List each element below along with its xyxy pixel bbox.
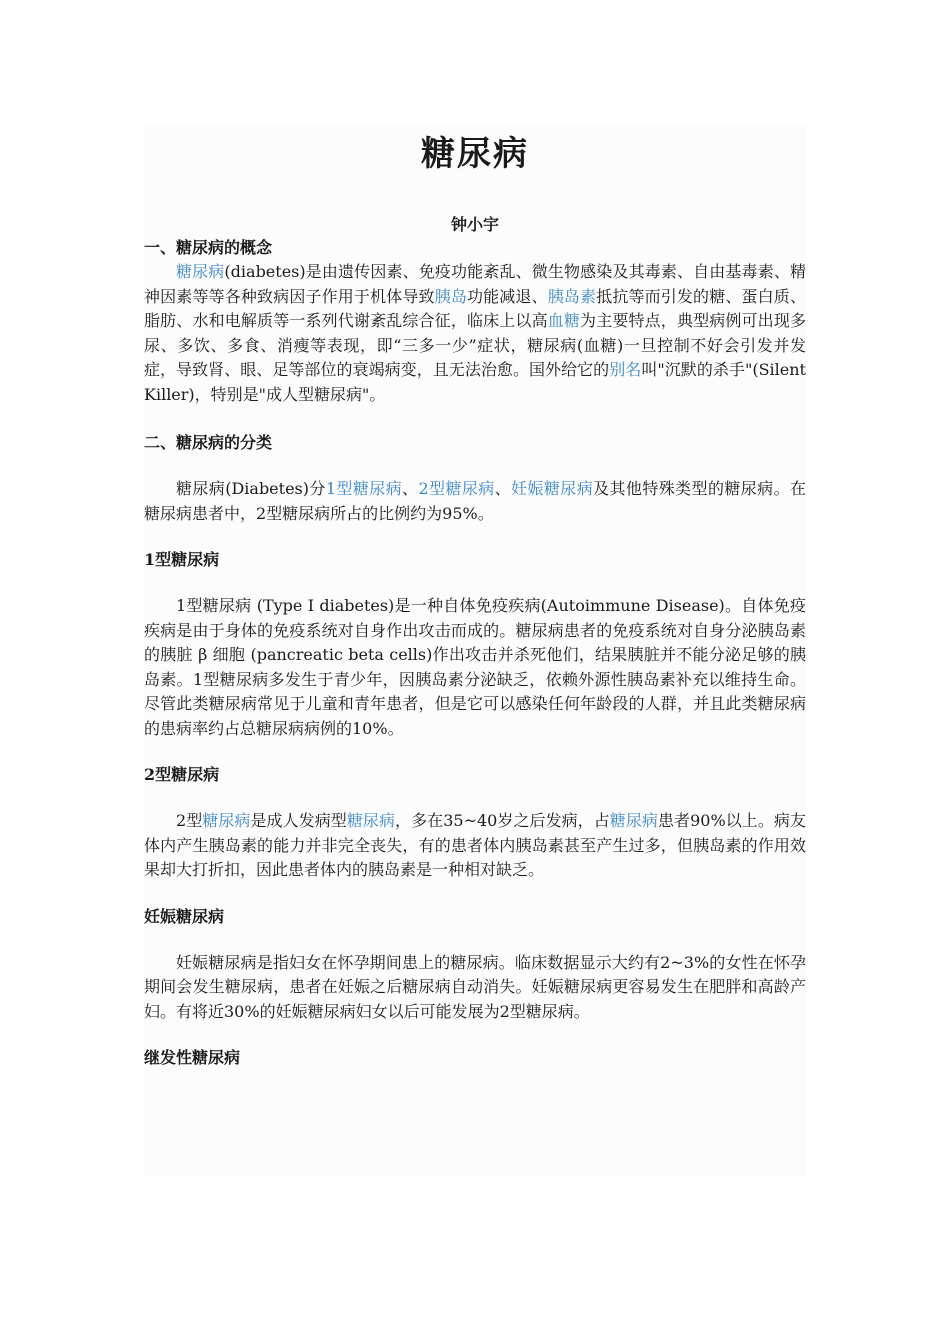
text-run: 1型糖尿病 (Type I diabetes)是一种自体免疫疾病(Autoimmune Disease)。自体免疫疾病是由于身体的免疫系统对自身作出攻击而成的。糖尿病患者的免疫系统对自身分泌胰岛素的胰脏 β 细胞 (pancreatic beta cells)作出攻击并杀死他们，结果胰脏并不能分泌足够的胰岛素。1型糖尿病多发生于青少年，因胰岛素分泌缺乏，依赖外源性胰岛素补充以维持生命。尽管此类糖尿病常见于儿童和青年患者，但是它可以感染任何年龄段的人群，并且此类糖尿病的患病率约占总糖尿病病例的10%。 (144, 596, 806, 738)
text-run: 患者90%以上。病友体内产生胰岛素的能力并非完全丧失，有的患者体内胰岛素甚至产生过多，但胰岛素的作用效果却大打折扣，因此患者体内的胰岛素是一种相对缺乏。 (144, 811, 806, 879)
section-heading-gestational: 妊娠糖尿病 (144, 906, 225, 926)
keyword-link[interactable]: 妊娠糖尿病 (511, 479, 594, 498)
keyword-link[interactable]: 胰岛 (434, 286, 467, 306)
paragraph-gestational (144, 951, 806, 1025)
keyword-link[interactable]: 糖尿病 (609, 811, 658, 830)
section-heading-type1: 1型糖尿病 (144, 550, 220, 569)
text-run: 抵抗等而引发的糖、蛋白质、脂肪、水和电解质等一系列代谢紊乱综合征，临床上以高 (144, 286, 806, 330)
text-run: 、 (402, 479, 419, 498)
keyword-link[interactable]: 别名 (609, 360, 642, 379)
keyword-link[interactable]: 2型糖尿病 (418, 479, 495, 498)
keyword-link[interactable]: 1型糖尿病 (325, 479, 403, 498)
text-run: 为主要特点，典型病例可出现多尿、多饮、多食、消瘦等表现，即“三多一少”症状，糖尿病(血糖)一旦控制不好会引发并发症，导致肾、眼、足等部位的衰竭病变，且无法治愈。国外给它的 (144, 311, 806, 379)
text-run: 妊娠糖尿病是指妇女在怀孕期间患上的糖尿病。临床数据显示大约有2~3%的女性在怀孕期间会发生糖尿病，患者在妊娠之后糖尿病自动消失。妊娠糖尿病更容易发生在肥胖和高龄产妇。有将近30%的妊娠糖尿病妇女以后可能发展为2型糖尿病。 (144, 952, 806, 1021)
author-name: 钟小宇 (450, 215, 499, 234)
paragraph-type1 (144, 594, 806, 741)
section-heading-concept: 一、糖尿病的概念 (144, 238, 273, 257)
text-run: 功能减退、 (466, 286, 548, 306)
paragraph-concept (144, 260, 806, 407)
paragraph-type2 (144, 809, 806, 883)
text-run: 及其他特殊类型的糖尿病。在糖尿病患者中，2型糖尿病所占的比例约为95%。 (144, 479, 806, 523)
section-heading-type2: 2型糖尿病 (144, 765, 220, 784)
keyword-link[interactable]: 糖尿病 (202, 811, 251, 830)
text-run: 叫"沉默的杀手"(Silent Killer)，特别是"成人型糖尿病"。 (144, 360, 806, 404)
text-run: 、 (494, 479, 512, 498)
page-title: 糖尿病 (421, 134, 529, 174)
paragraph-classification (144, 477, 806, 526)
section-heading-classification: 二、糖尿病的分类 (144, 433, 273, 452)
keyword-link[interactable]: 血糖 (547, 311, 581, 330)
keyword-link[interactable]: 胰岛素 (547, 286, 597, 306)
text-run: (diabetes)是由遗传因素、免疫功能紊乱、微生物感染及其毒素、自由基毒素、精神因素等等各种致病因子作用于机体导致 (144, 262, 806, 306)
keyword-link[interactable]: 糖尿病 (346, 811, 396, 830)
document-page (144, 124, 806, 1176)
section-heading-secondary: 继发性糖尿病 (144, 1048, 241, 1067)
text-run: 是成人发病型 (250, 811, 347, 830)
keyword-link[interactable]: 糖尿病 (176, 262, 225, 281)
text-run: 2型 (176, 811, 203, 830)
text-run: ，多在35~40岁之后发病，占 (395, 811, 610, 830)
text-run: 糖尿病(Diabetes)分 (176, 479, 326, 498)
